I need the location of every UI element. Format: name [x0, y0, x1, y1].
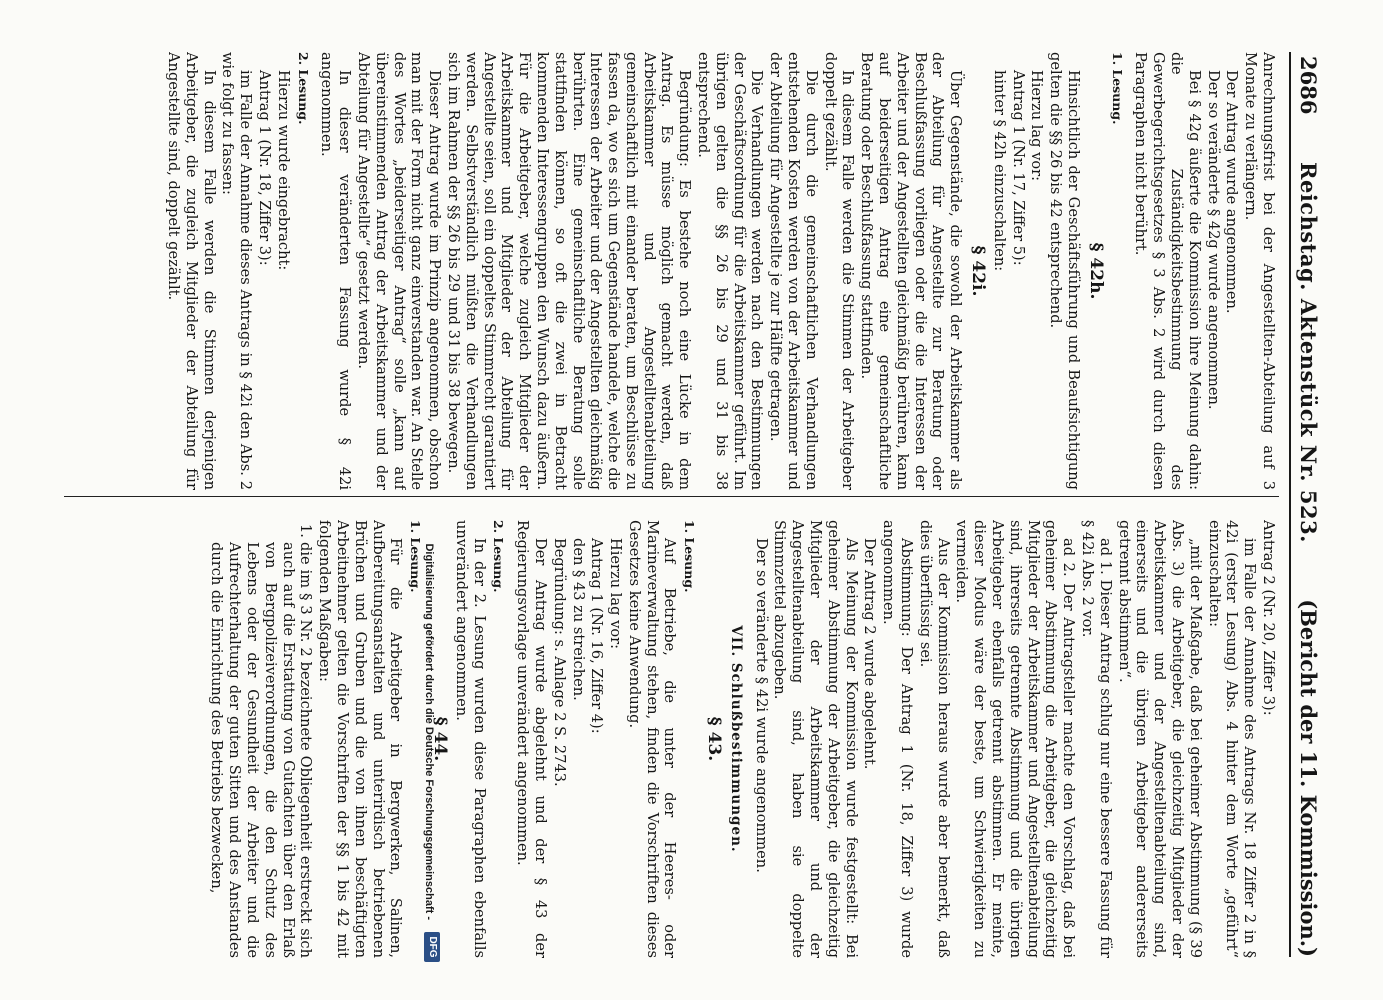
paragraph: Die Verhandlungen werden nach den Bestimmungen der Geschäftsordnung für die Arbeitskammer geführt. Im übrigen gelten die §§ 26 bis 29 und 31 bis 38 entsprechend. [695, 52, 766, 490]
paragraph: Die durch die gemeinschaftlichen Verhandlungen entstehenden Kosten werden von der Arbeitskammer und der Abteilung für Angestellte je zur Hälfte getragen. [767, 52, 820, 490]
paragraph: Aus der Kommission heraus wurde aber bemerkt, daß dies überflüssig sei. [916, 520, 952, 958]
paragraph: Antrag 2 (Nr. 20, Ziffer 3): [1260, 520, 1277, 716]
paragraph: Der Antrag wurde angenommen. [1223, 70, 1241, 314]
paragraph: Antrag 1 (Nr. 18, Ziffer 3): [255, 70, 273, 266]
column-divider [64, 496, 1279, 497]
paragraph: Anrechnungsfrist bei der Angestellten-Abteilung auf 3 Monate zu verlängern. [1242, 52, 1277, 490]
paragraph: Hierzu lag vor: [607, 538, 625, 650]
report-title: (Bericht der 11. Kommission.) [1296, 599, 1321, 957]
paragraph: In dieser veränderten Fassung wurde § 42i angenommen. [318, 52, 354, 490]
page-header [1289, 52, 1321, 957]
paragraph: Begründung: s. Anlage 2 S. 2743. [550, 538, 568, 787]
paragraph: In diesem Falle werden die Stimmen derjenigen Arbeitgeber, die zugleich Mitglieder der Abteilung für Angestellte sind, doppelt gezählt. [164, 52, 218, 490]
reading-heading: 2. Lesung. [295, 52, 311, 125]
item-number: 1. [297, 524, 315, 538]
left-column [72, 52, 1277, 490]
paragraph: Für die Arbeitgeber in Bergwerken, Salinen, Aufbereitungsanstalten und unterirdisch betriebenen Brüchen und Gruben und die von ihnen beschäftigten Arbeitnehmer gelten die Vorschriften der §§ 1 bis 42 mit folgenden Maßgaben: [316, 520, 405, 958]
running-title: Reichstag. Aktenstück Nr. 523. [1296, 162, 1321, 543]
section-heading-43: § 43. [704, 716, 725, 762]
paragraph: Bei § 42g äußerte die Kommission ihre Meinung dahin: die Zuständigkeitsbestimmung des Gewerbegerichtsgesetzes § 3 Abs. 2 wird durch diesen Paragraphen nicht berührt. [1132, 52, 1203, 490]
paragraph: In der 2. Lesung wurden diese Paragraphen ebenfalls unverändert angenommen. [452, 520, 488, 958]
paragraph: Hierzu wurde eingebracht: [274, 70, 292, 271]
paragraph: ad 2. Der Antragsteller machte den Vorschlag, daß bei geheimer Abstimmung die Arbeitgeber, die gleichzeitig Mitglieder der Arbeitskammer und Angestelltenabteilung sind, ihrerseits getrennte Abstimmung und die übrigen Arbeitgeber ebenfalls getrennt abstimmen. Er meinte, dieser Modus wäre der beste, um Schwierigkeiten zu vermeiden. [953, 520, 1078, 958]
reading-heading: 1. Lesung. [1109, 52, 1125, 125]
paragraph: hinter § 42h einzuschalten: [990, 70, 1008, 272]
credit-text: Digitalisierung gefördert durch die Deutsche Forschungsgemeinschaft - [423, 543, 435, 920]
paragraph: ad 1. Dieser Antrag schlug nur eine bessere Fassung für § 42i Abs. 2 vor. [1079, 520, 1114, 958]
dfg-logo: DFG [424, 932, 440, 962]
reading-heading: 2. Lesung. [491, 520, 507, 593]
paragraph: Hinsichtlich der Geschäftsführung und Beaufsichtigung gelten die §§ 26 bis 42 entsprechend. [1047, 52, 1083, 490]
chapter-heading: VII. Schlußbestimmungen. [727, 625, 744, 853]
paragraph: Der so veränderte § 42i wurde angenommen. [752, 538, 770, 873]
paragraph: In diesem Falle werden die Stimmen der Arbeitgeber doppelt gezählt. [821, 52, 857, 490]
numbered-item [208, 520, 315, 958]
right-column [72, 520, 1277, 958]
paragraph: im Falle der Annahme des Antrags Nr. 18 Ziffer 2 in § 42i (erster Lesung) Abs. 4 hinter dem Worte „geführt“ einzuschalten: [1205, 520, 1259, 958]
section-heading-42h: § 42h. [1085, 242, 1106, 300]
paragraph: Antrag 1 (Nr. 17, Ziffer 5): [1009, 70, 1027, 266]
paragraph: Der Antrag 2 wurde abgelehnt. [861, 538, 879, 770]
paragraph: Dieser Antrag wurde im Prinzip angenommen, obschon man mit der Form nicht ganz einverstanden war. An Stelle des Wortes „beiderseitiger Antrag“ solle „kann auf übereinstimmenden Antrag der Arbeitskammer und der Abteilung für Angestellte“ gesetzt werden. [354, 52, 444, 490]
item-text: die im § 3 Nr. 2 bezeichnete Obliegenheit erstreckt sich auch auf die Erstattung von Gutachten über den Erlaß von Bergpolizeiverordnungen, die den Schutz des Lebens oder der Gesundheit der Arbeiter und die Aufrechterhaltung der guten Sitten und des Anstandes durch die Einrichtung des Betriebs bezwecken, [208, 542, 315, 958]
paragraph: den § 43 zu streichen. [569, 538, 587, 701]
paragraph: Als Meinung der Kommission wurde festgestellt: Bei geheimer Abstimmung der Arbeitgeber, die gleichzeitig Mitglieder der Arbeitskammer und der Angestelltenabteilung sind, haben sie doppelte Stimmzettel abzugeben. [771, 520, 860, 958]
paragraph: Antrag 1 (Nr. 16, Ziffer 4): [588, 538, 606, 734]
paragraph: Über Gegenstände, die sowohl der Arbeitskammer als der Abteilung für Angestellte zur Beratung oder Beschlußfassung vorliegen oder die die Interessen der Arbeiter und der Angestellten gleichmäßig berühren, kann auf beiderseitigen Antrag eine gemeinschaftliche Beratung oder Beschlußfassung stattfinden. [858, 52, 965, 490]
page-number: 2686 [1296, 56, 1321, 115]
paragraph: Hierzu lag vor: [1028, 70, 1046, 182]
paragraph: „mit der Maßgabe, daß bei geheimer Abstimmung (§ 39 Abs. 3) die Arbeitgeber, die gleichzeitig Mitglieder der Arbeitskammer und der Angestelltenabteilung sind, einerseits und die übrigen Arbeitgeber andererseits getrennt abstimmen“. [1115, 520, 1204, 958]
section-heading-44: § 44. [429, 716, 450, 762]
paragraph: Auf Betriebe, die unter der Heeres- oder Marineverwaltung stehen, finden die Vorschriften dieses Gesetzes keine Anwendung. [625, 520, 679, 958]
digitization-credit [423, 140, 435, 920]
paragraph: im Falle der Annahme dieses Antrags in § 42i den Abs. 2 wie folgt zu fassen: [219, 52, 255, 490]
section-heading-42i: § 42i. [968, 245, 989, 297]
paragraph: Begründung: Es bestehe noch eine Lücke in dem Antrag. Es müsse möglich gemacht werden, daß Arbeitskammer und Angestelltenabteilung gemeinschaftlich mit einander beraten, um Beschlüsse zu fassen da, wo es sich um Gegenstände handele, welche die Interessen der Arbeiter und der Angestellten gleichmäßig berührten. Eine gemeinschaftliche Beratung solle stattfinden können, so oft die zwei in Betracht kommenden Interessengruppen den Wunsch dazu äußern. Für die Arbeitgeber, welche zugleich Mitglieder der Arbeitskammer und Mitglieder der Abteilung für Angestellte seien, soll ein doppeltes Stimmrecht garantiert werden. Selbstverständlich müßten die Verhandlungen sich im Rahmen der §§ 26 bis 29 und 31 bis 38 bewegen. [444, 52, 694, 490]
paragraph: Der Antrag wurde abgelehnt und der § 43 der Regierungsvorlage unverändert angenommen. [514, 520, 549, 958]
paragraph: Der so veränderte § 42g wurde angenommen. [1204, 70, 1222, 410]
reading-heading: 1. Lesung. [408, 520, 424, 593]
reading-heading: 1. Lesung. [682, 520, 698, 593]
paragraph: Abstimmung: Der Antrag 1 (Nr. 18, Ziffer 3) wurde angenommen. [880, 520, 916, 958]
